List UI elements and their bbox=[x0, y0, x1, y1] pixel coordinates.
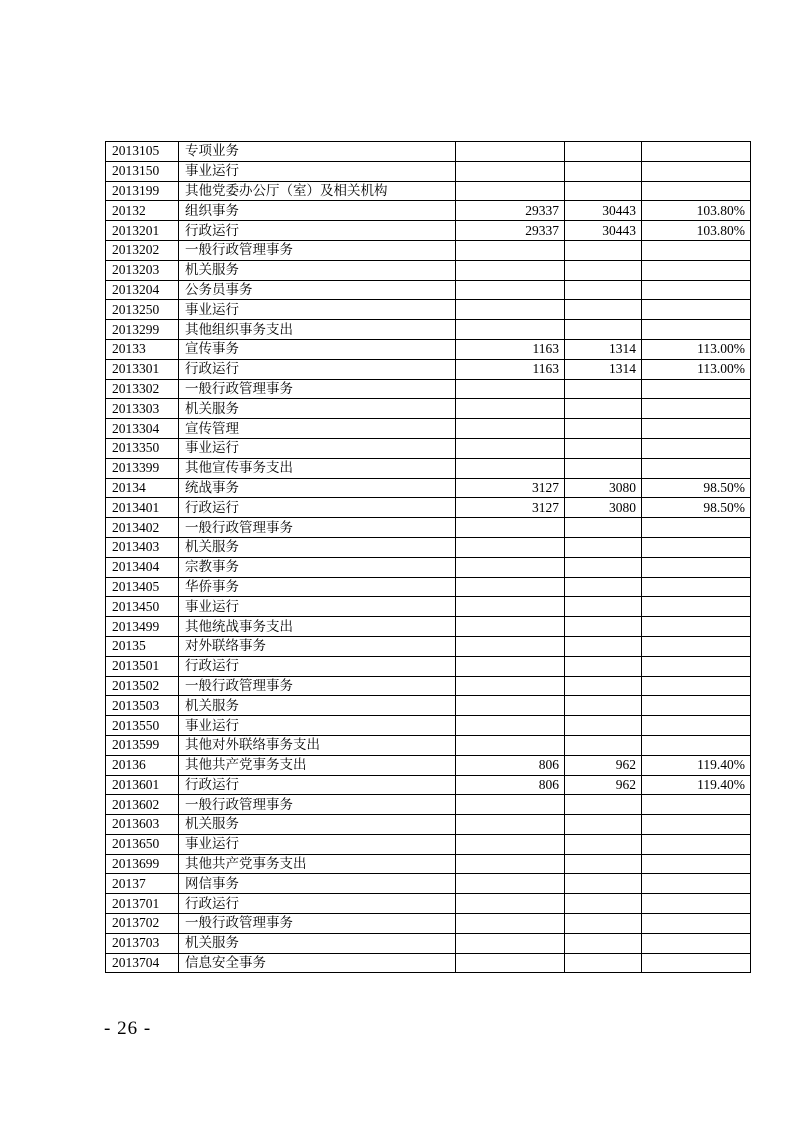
ratio-cell bbox=[642, 716, 751, 736]
prior-amount-cell bbox=[456, 142, 565, 162]
current-amount-cell bbox=[565, 815, 642, 835]
table-row bbox=[106, 577, 751, 597]
subject-name-cell: 宣传管理 bbox=[179, 419, 456, 439]
table-row bbox=[106, 617, 751, 637]
subject-code-cell: 2013105 bbox=[106, 142, 179, 162]
current-amount-cell bbox=[565, 696, 642, 716]
table-row bbox=[106, 399, 751, 419]
ratio-cell bbox=[642, 795, 751, 815]
table-row bbox=[106, 854, 751, 874]
prior-amount-cell bbox=[456, 656, 565, 676]
subject-code-cell: 2013402 bbox=[106, 518, 179, 538]
subject-name-cell: 一般行政管理事务 bbox=[179, 379, 456, 399]
table-row bbox=[106, 894, 751, 914]
ratio-cell: 113.00% bbox=[642, 359, 751, 379]
ratio-cell bbox=[642, 815, 751, 835]
subject-code-cell: 2013399 bbox=[106, 458, 179, 478]
page-number: - 26 - bbox=[104, 1018, 152, 1039]
prior-amount-cell: 29337 bbox=[456, 201, 565, 221]
table-row bbox=[106, 201, 751, 221]
subject-code-cell: 2013302 bbox=[106, 379, 179, 399]
table-row bbox=[106, 815, 751, 835]
current-amount-cell bbox=[565, 518, 642, 538]
prior-amount-cell bbox=[456, 379, 565, 399]
prior-amount-cell bbox=[456, 458, 565, 478]
subject-code-cell: 2013599 bbox=[106, 735, 179, 755]
subject-name-cell: 华侨事务 bbox=[179, 577, 456, 597]
prior-amount-cell bbox=[456, 953, 565, 973]
current-amount-cell bbox=[565, 280, 642, 300]
subject-code-cell: 2013303 bbox=[106, 399, 179, 419]
current-amount-cell: 1314 bbox=[565, 359, 642, 379]
table-row bbox=[106, 320, 751, 340]
ratio-cell: 98.50% bbox=[642, 478, 751, 498]
subject-code-cell: 2013601 bbox=[106, 775, 179, 795]
table-row bbox=[106, 874, 751, 894]
prior-amount-cell: 1163 bbox=[456, 339, 565, 359]
table-row bbox=[106, 478, 751, 498]
prior-amount-cell bbox=[456, 161, 565, 181]
ratio-cell: 103.80% bbox=[642, 201, 751, 221]
subject-name-cell: 其他统战事务支出 bbox=[179, 617, 456, 637]
subject-name-cell: 统战事务 bbox=[179, 478, 456, 498]
table-row bbox=[106, 379, 751, 399]
subject-code-cell: 2013150 bbox=[106, 161, 179, 181]
ratio-cell bbox=[642, 597, 751, 617]
subject-code-cell: 20132 bbox=[106, 201, 179, 221]
ratio-cell: 119.40% bbox=[642, 755, 751, 775]
current-amount-cell bbox=[565, 676, 642, 696]
prior-amount-cell bbox=[456, 260, 565, 280]
subject-name-cell: 其他共产党事务支出 bbox=[179, 854, 456, 874]
subject-name-cell: 公务员事务 bbox=[179, 280, 456, 300]
current-amount-cell: 962 bbox=[565, 775, 642, 795]
ratio-cell: 98.50% bbox=[642, 498, 751, 518]
prior-amount-cell bbox=[456, 300, 565, 320]
subject-name-cell: 机关服务 bbox=[179, 537, 456, 557]
current-amount-cell bbox=[565, 458, 642, 478]
subject-name-cell: 其他共产党事务支出 bbox=[179, 755, 456, 775]
subject-code-cell: 2013203 bbox=[106, 260, 179, 280]
prior-amount-cell bbox=[456, 537, 565, 557]
table-row bbox=[106, 696, 751, 716]
subject-name-cell: 事业运行 bbox=[179, 716, 456, 736]
current-amount-cell bbox=[565, 399, 642, 419]
table-row bbox=[106, 656, 751, 676]
table-row bbox=[106, 181, 751, 201]
table-row bbox=[106, 458, 751, 478]
subject-name-cell: 行政运行 bbox=[179, 359, 456, 379]
prior-amount-cell bbox=[456, 933, 565, 953]
current-amount-cell bbox=[565, 656, 642, 676]
table-row bbox=[106, 795, 751, 815]
ratio-cell bbox=[642, 854, 751, 874]
subject-code-cell: 2013299 bbox=[106, 320, 179, 340]
subject-name-cell: 一般行政管理事务 bbox=[179, 518, 456, 538]
subject-code-cell: 2013201 bbox=[106, 221, 179, 241]
current-amount-cell bbox=[565, 300, 642, 320]
prior-amount-cell: 806 bbox=[456, 775, 565, 795]
subject-code-cell: 20137 bbox=[106, 874, 179, 894]
current-amount-cell bbox=[565, 854, 642, 874]
prior-amount-cell bbox=[456, 280, 565, 300]
ratio-cell bbox=[642, 438, 751, 458]
ratio-cell bbox=[642, 874, 751, 894]
subject-code-cell: 20135 bbox=[106, 636, 179, 656]
current-amount-cell: 3080 bbox=[565, 498, 642, 518]
subject-code-cell: 2013403 bbox=[106, 537, 179, 557]
subject-name-cell: 行政运行 bbox=[179, 498, 456, 518]
prior-amount-cell: 806 bbox=[456, 755, 565, 775]
subject-name-cell: 机关服务 bbox=[179, 933, 456, 953]
subject-name-cell: 网信事务 bbox=[179, 874, 456, 894]
current-amount-cell bbox=[565, 795, 642, 815]
current-amount-cell bbox=[565, 161, 642, 181]
subject-name-cell: 组织事务 bbox=[179, 201, 456, 221]
prior-amount-cell: 29337 bbox=[456, 221, 565, 241]
subject-name-cell: 专项业务 bbox=[179, 142, 456, 162]
subject-name-cell: 其他宣传事务支出 bbox=[179, 458, 456, 478]
subject-code-cell: 2013550 bbox=[106, 716, 179, 736]
subject-code-cell: 2013450 bbox=[106, 597, 179, 617]
ratio-cell bbox=[642, 617, 751, 637]
table-row bbox=[106, 142, 751, 162]
ratio-cell bbox=[642, 636, 751, 656]
subject-code-cell: 2013199 bbox=[106, 181, 179, 201]
table-row bbox=[106, 221, 751, 241]
table-row bbox=[106, 240, 751, 260]
subject-code-cell: 2013499 bbox=[106, 617, 179, 637]
prior-amount-cell bbox=[456, 834, 565, 854]
table-row bbox=[106, 557, 751, 577]
subject-name-cell: 信息安全事务 bbox=[179, 953, 456, 973]
current-amount-cell bbox=[565, 537, 642, 557]
prior-amount-cell bbox=[456, 696, 565, 716]
current-amount-cell bbox=[565, 597, 642, 617]
subject-code-cell: 2013404 bbox=[106, 557, 179, 577]
current-amount-cell bbox=[565, 181, 642, 201]
prior-amount-cell bbox=[456, 240, 565, 260]
subject-name-cell: 行政运行 bbox=[179, 775, 456, 795]
current-amount-cell bbox=[565, 894, 642, 914]
ratio-cell bbox=[642, 419, 751, 439]
subject-code-cell: 2013699 bbox=[106, 854, 179, 874]
ratio-cell: 103.80% bbox=[642, 221, 751, 241]
ratio-cell bbox=[642, 161, 751, 181]
subject-name-cell: 机关服务 bbox=[179, 696, 456, 716]
ratio-cell bbox=[642, 953, 751, 973]
ratio-cell bbox=[642, 399, 751, 419]
prior-amount-cell bbox=[456, 914, 565, 934]
ratio-cell bbox=[642, 735, 751, 755]
subject-code-cell: 2013603 bbox=[106, 815, 179, 835]
prior-amount-cell bbox=[456, 894, 565, 914]
subject-code-cell: 20134 bbox=[106, 478, 179, 498]
prior-amount-cell bbox=[456, 636, 565, 656]
ratio-cell bbox=[642, 914, 751, 934]
ratio-cell bbox=[642, 894, 751, 914]
prior-amount-cell bbox=[456, 419, 565, 439]
subject-name-cell: 行政运行 bbox=[179, 894, 456, 914]
subject-code-cell: 2013704 bbox=[106, 953, 179, 973]
prior-amount-cell bbox=[456, 181, 565, 201]
ratio-cell bbox=[642, 577, 751, 597]
prior-amount-cell: 3127 bbox=[456, 478, 565, 498]
subject-name-cell: 宗教事务 bbox=[179, 557, 456, 577]
prior-amount-cell: 1163 bbox=[456, 359, 565, 379]
subject-name-cell: 其他组织事务支出 bbox=[179, 320, 456, 340]
ratio-cell bbox=[642, 379, 751, 399]
table-row bbox=[106, 775, 751, 795]
prior-amount-cell bbox=[456, 399, 565, 419]
table-row bbox=[106, 597, 751, 617]
ratio-cell bbox=[642, 656, 751, 676]
subject-name-cell: 事业运行 bbox=[179, 161, 456, 181]
current-amount-cell bbox=[565, 617, 642, 637]
table-row bbox=[106, 339, 751, 359]
subject-code-cell: 20136 bbox=[106, 755, 179, 775]
current-amount-cell: 1314 bbox=[565, 339, 642, 359]
subject-code-cell: 2013304 bbox=[106, 419, 179, 439]
current-amount-cell bbox=[565, 577, 642, 597]
subject-name-cell: 行政运行 bbox=[179, 221, 456, 241]
prior-amount-cell bbox=[456, 735, 565, 755]
subject-code-cell: 2013650 bbox=[106, 834, 179, 854]
prior-amount-cell bbox=[456, 557, 565, 577]
current-amount-cell: 962 bbox=[565, 755, 642, 775]
ratio-cell bbox=[642, 458, 751, 478]
subject-name-cell: 事业运行 bbox=[179, 597, 456, 617]
table-row bbox=[106, 933, 751, 953]
ratio-cell bbox=[642, 696, 751, 716]
prior-amount-cell bbox=[456, 617, 565, 637]
current-amount-cell bbox=[565, 636, 642, 656]
prior-amount-cell bbox=[456, 577, 565, 597]
subject-name-cell: 一般行政管理事务 bbox=[179, 240, 456, 260]
ratio-cell bbox=[642, 518, 751, 538]
prior-amount-cell bbox=[456, 716, 565, 736]
ratio-cell bbox=[642, 280, 751, 300]
table-row bbox=[106, 161, 751, 181]
current-amount-cell bbox=[565, 142, 642, 162]
current-amount-cell: 30443 bbox=[565, 221, 642, 241]
ratio-cell bbox=[642, 537, 751, 557]
prior-amount-cell bbox=[456, 676, 565, 696]
table-row bbox=[106, 716, 751, 736]
subject-name-cell: 对外联络事务 bbox=[179, 636, 456, 656]
current-amount-cell bbox=[565, 438, 642, 458]
current-amount-cell bbox=[565, 379, 642, 399]
table-row bbox=[106, 359, 751, 379]
subject-name-cell: 行政运行 bbox=[179, 656, 456, 676]
subject-name-cell: 一般行政管理事务 bbox=[179, 676, 456, 696]
subject-name-cell: 一般行政管理事务 bbox=[179, 795, 456, 815]
subject-code-cell: 2013701 bbox=[106, 894, 179, 914]
table-row bbox=[106, 834, 751, 854]
current-amount-cell bbox=[565, 953, 642, 973]
current-amount-cell bbox=[565, 260, 642, 280]
prior-amount-cell bbox=[456, 854, 565, 874]
current-amount-cell: 3080 bbox=[565, 478, 642, 498]
table-row bbox=[106, 537, 751, 557]
current-amount-cell: 30443 bbox=[565, 201, 642, 221]
subject-name-cell: 事业运行 bbox=[179, 438, 456, 458]
current-amount-cell bbox=[565, 240, 642, 260]
ratio-cell bbox=[642, 240, 751, 260]
current-amount-cell bbox=[565, 914, 642, 934]
ratio-cell: 119.40% bbox=[642, 775, 751, 795]
prior-amount-cell bbox=[456, 874, 565, 894]
subject-code-cell: 2013401 bbox=[106, 498, 179, 518]
subject-code-cell: 2013703 bbox=[106, 933, 179, 953]
ratio-cell bbox=[642, 260, 751, 280]
subject-name-cell: 机关服务 bbox=[179, 815, 456, 835]
prior-amount-cell bbox=[456, 795, 565, 815]
prior-amount-cell bbox=[456, 815, 565, 835]
ratio-cell bbox=[642, 142, 751, 162]
subject-code-cell: 2013204 bbox=[106, 280, 179, 300]
current-amount-cell bbox=[565, 716, 642, 736]
table-row bbox=[106, 636, 751, 656]
table-row bbox=[106, 953, 751, 973]
table-body bbox=[106, 142, 751, 973]
subject-code-cell: 2013503 bbox=[106, 696, 179, 716]
table-row bbox=[106, 300, 751, 320]
subject-name-cell: 机关服务 bbox=[179, 260, 456, 280]
current-amount-cell bbox=[565, 834, 642, 854]
ratio-cell bbox=[642, 676, 751, 696]
table-row bbox=[106, 438, 751, 458]
current-amount-cell bbox=[565, 933, 642, 953]
subject-name-cell: 一般行政管理事务 bbox=[179, 914, 456, 934]
table-row bbox=[106, 914, 751, 934]
budget-table bbox=[105, 141, 751, 973]
current-amount-cell bbox=[565, 557, 642, 577]
subject-name-cell: 宣传事务 bbox=[179, 339, 456, 359]
table-row bbox=[106, 755, 751, 775]
ratio-cell bbox=[642, 320, 751, 340]
table-row bbox=[106, 498, 751, 518]
current-amount-cell bbox=[565, 419, 642, 439]
subject-code-cell: 2013250 bbox=[106, 300, 179, 320]
subject-code-cell: 2013350 bbox=[106, 438, 179, 458]
ratio-cell bbox=[642, 181, 751, 201]
subject-code-cell: 20133 bbox=[106, 339, 179, 359]
table-row bbox=[106, 735, 751, 755]
table-row bbox=[106, 676, 751, 696]
ratio-cell bbox=[642, 557, 751, 577]
subject-name-cell: 机关服务 bbox=[179, 399, 456, 419]
table-row bbox=[106, 280, 751, 300]
prior-amount-cell: 3127 bbox=[456, 498, 565, 518]
table-row bbox=[106, 419, 751, 439]
subject-name-cell: 其他党委办公厅（室）及相关机构 bbox=[179, 181, 456, 201]
subject-code-cell: 2013301 bbox=[106, 359, 179, 379]
subject-code-cell: 2013602 bbox=[106, 795, 179, 815]
subject-code-cell: 2013405 bbox=[106, 577, 179, 597]
prior-amount-cell bbox=[456, 597, 565, 617]
current-amount-cell bbox=[565, 874, 642, 894]
subject-code-cell: 2013202 bbox=[106, 240, 179, 260]
current-amount-cell bbox=[565, 735, 642, 755]
ratio-cell bbox=[642, 300, 751, 320]
current-amount-cell bbox=[565, 320, 642, 340]
table-row bbox=[106, 260, 751, 280]
subject-name-cell: 事业运行 bbox=[179, 834, 456, 854]
subject-name-cell: 事业运行 bbox=[179, 300, 456, 320]
subject-code-cell: 2013501 bbox=[106, 656, 179, 676]
subject-code-cell: 2013702 bbox=[106, 914, 179, 934]
ratio-cell bbox=[642, 834, 751, 854]
prior-amount-cell bbox=[456, 320, 565, 340]
table-row bbox=[106, 518, 751, 538]
prior-amount-cell bbox=[456, 438, 565, 458]
ratio-cell: 113.00% bbox=[642, 339, 751, 359]
subject-code-cell: 2013502 bbox=[106, 676, 179, 696]
ratio-cell bbox=[642, 933, 751, 953]
prior-amount-cell bbox=[456, 518, 565, 538]
subject-name-cell: 其他对外联络事务支出 bbox=[179, 735, 456, 755]
